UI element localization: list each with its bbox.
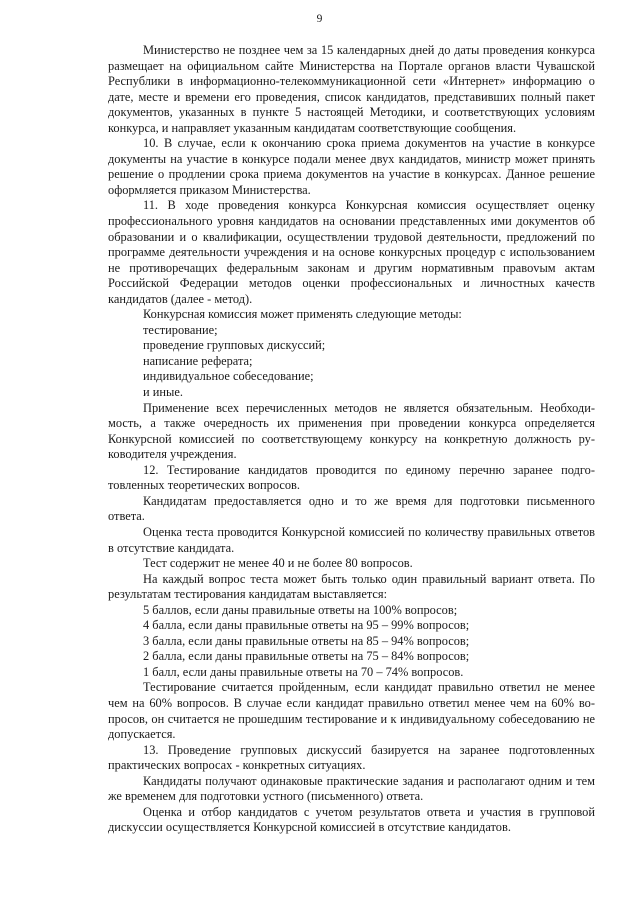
paragraph-12: 12. Тестирование кандидатов проводится по единому перечню заранее подготовленных теоретических вопросов. — [108, 462, 595, 493]
paragraph-10: 10. В случае, если к окончанию срока приема документов на участие в конкурсе документы на участие в конкурсе подали менее двух кандидатов, министр может принять решение о продлении срока приема документов на участие в конкурсах. Данное решение оформляется приказом Министерства. — [108, 136, 595, 197]
list-item-method: написание реферата; — [143, 353, 253, 368]
page-number: 9 — [316, 13, 323, 25]
list-item-score: 5 баллов, если даны правильные ответы на 100% вопросов; — [143, 602, 458, 617]
paragraph-scoring-intro: На каждый вопрос теста может быть только один правильный вариант ответа. По результатам тестирования кандидатам выставляется: — [108, 571, 595, 602]
list-item-score: 2 балла, если даны правильные ответы на 75 – 84% вопросов; — [143, 649, 470, 664]
paragraph-evaluation-selection: Оценка и отбор кандидатов с учетом результатов ответа и участия в групповой дискуссии осуществляется Конкурсной комиссией в отсутствие кандидатов. — [108, 804, 595, 835]
paragraph-13: 13. Проведение групповых дискуссий базируется на заранее подготовленных практических вопросах - конкретных ситуациях. — [108, 742, 595, 773]
paragraph-announcement: Министерство не позднее чем за 15 календарных дней до даты проведения конкурса размещает на официальном сайте Министерства на Портале органов власти Чувашской Республики в информационно-телекоммуникационной сети «Интернет» информацию о дате, месте и времени его проведения, список кандидатов, представивших полный пакет документов, указанных в пункте 5 настоящей Методики, и соответствующих условиям конкурса, и направляет указанным кандидатам соответствующие сообщения. — [108, 43, 595, 135]
paragraph-practical-tasks: Кандидаты получают одинаковые практические задания и располагают одним и тем же временем для подготовки устного (письменного) ответа. — [108, 773, 595, 804]
list-item-method: проведение групповых дискуссий; — [143, 338, 326, 353]
paragraph-test-evaluation: Оценка теста проводится Конкурсной комиссией по количеству правильных ответов в отсутствие кандидата. — [108, 524, 595, 555]
paragraph-test-passed: Тестирование считается пройденным, если кандидат правильно ответил не менее чем на 60% вопросов. В случае если кандидат правильно ответил менее чем на 60% вопросов, он считается не прошедшим тестирование и к индивидуальному собеседованию не допускается. — [108, 680, 595, 742]
list-item-method: и иные. — [143, 385, 183, 400]
paragraph-test-size: Тест содержит не менее 40 и не более 80 вопросов. — [143, 556, 413, 571]
list-item-score: 1 балл, если даны правильные ответы на 70 – 74% вопросов. — [143, 664, 464, 679]
methods-intro: Конкурсная комиссия может применять следующие методы: — [143, 307, 462, 322]
document-body — [108, 43, 595, 836]
list-item-method: индивидуальное собеседование; — [143, 369, 314, 384]
paragraph-methods-usage: Применение всех перечисленных методов не является обязательным. Необходимость, а также очередность их применения при проведении конкурса определяется Конкурсной комиссией по соответствующему конкурсу на конкретную должность руководителя учреждения. — [108, 400, 595, 462]
list-item-score: 3 балла, если даны правильные ответы на 85 – 94% вопросов; — [143, 633, 470, 648]
list-item-score: 4 балла, если даны правильные ответы на 95 – 99% вопросов; — [143, 618, 470, 633]
paragraph-11: 11. В ходе проведения конкурса Конкурсная комиссия осуществляет оценку профессионального уровня кандидатов на основании представленных ими документов об образовании и о квалификации, осуществлении трудовой деятельности, предложений по программе деятельности учреждения и на основе конкурсных процедур с использованием не противоречащих федеральным законам и другим нормативным правоvым актам Российской Федерации методов оценки профессиональных и личностных качеств кандидатов (далее - метод). — [108, 198, 595, 306]
list-item-method: тестирование; — [143, 322, 218, 337]
paragraph-answer-time: Кандидатам предоставляется одно и то же время для подготовки письменного ответа. — [108, 493, 595, 524]
